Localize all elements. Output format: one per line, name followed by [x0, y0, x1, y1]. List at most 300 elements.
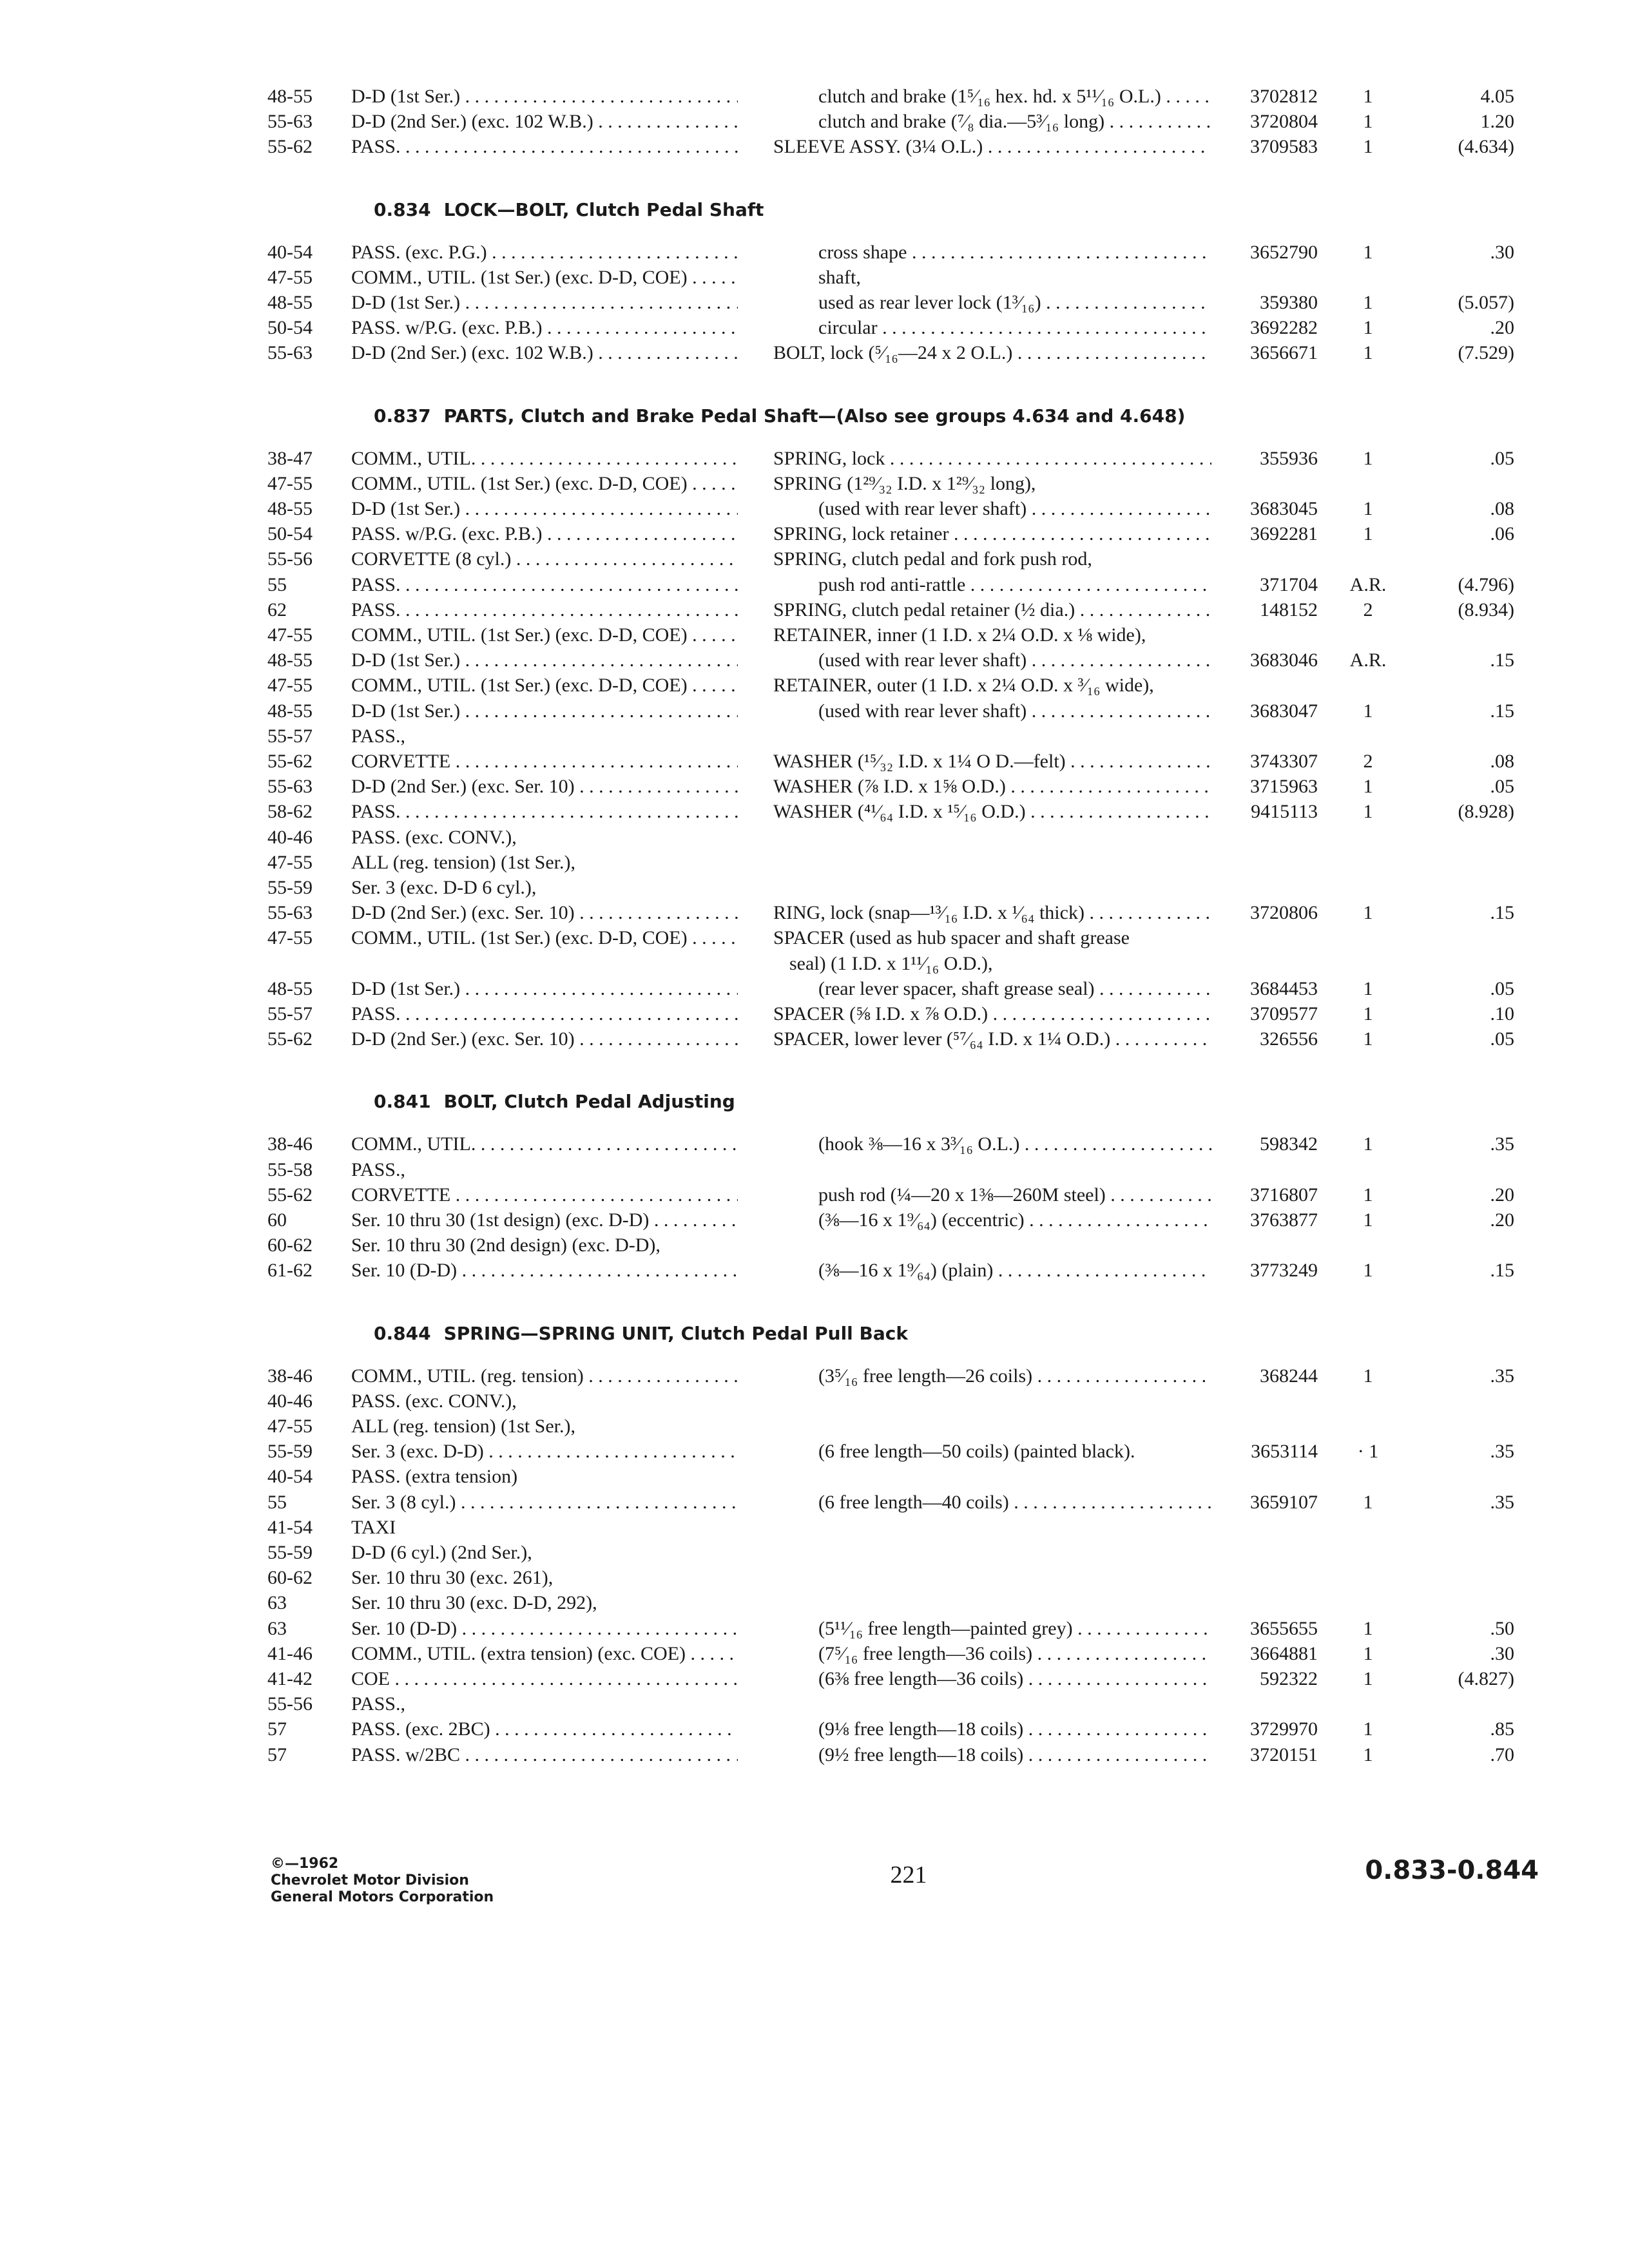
part-description: BOLT, lock (⁵⁄₁₆—24 x 2 O.L.) . . . — [773, 340, 1211, 366]
quantity: 1 — [1363, 1209, 1373, 1231]
year-range: 61-62 — [267, 1260, 313, 1281]
parts-row — [0, 774, 1629, 800]
part-number: 3763877 — [1250, 1209, 1318, 1231]
section-heading — [374, 197, 776, 223]
quantity: 1 — [1363, 1260, 1373, 1281]
year-range: 38-46 — [267, 1133, 313, 1155]
price-or-reference: .08 — [1490, 498, 1514, 519]
price-or-reference: (8.934) — [1458, 599, 1514, 620]
part-number: 355936 — [1260, 448, 1318, 469]
year-range: 55-63 — [267, 776, 313, 797]
year-range: 38-46 — [267, 1365, 313, 1387]
quantity: 1 — [1363, 136, 1373, 157]
model-applicability: Ser. 10 thru 30 (exc. D-D, 292), — [351, 1592, 597, 1613]
part-number: 326556 — [1260, 1028, 1318, 1050]
part-number: 9415113 — [1251, 801, 1318, 822]
price-or-reference: 4.05 — [1480, 86, 1514, 107]
division-line: Chevrolet Motor Division — [271, 1872, 469, 1888]
year-range: 55-57 — [267, 726, 313, 747]
model-applicability: CORVETTE . . . — [351, 1182, 738, 1208]
year-range: 41-54 — [267, 1517, 313, 1538]
price-or-reference: .35 — [1490, 1441, 1514, 1462]
parts-row — [0, 290, 1629, 316]
part-number: 3743307 — [1250, 751, 1318, 772]
group-number: 0.844 — [374, 1322, 431, 1344]
model-applicability: D-D (2nd Ser.) (exc. Ser. 10) . . . — [351, 1026, 738, 1052]
quantity: 1 — [1363, 86, 1373, 107]
part-description: shaft, — [818, 267, 861, 288]
price-or-reference: .85 — [1490, 1718, 1514, 1740]
price-or-reference: .50 — [1490, 1618, 1514, 1639]
year-range: 63 — [267, 1592, 287, 1613]
model-applicability: PASS. . . . — [351, 134, 738, 160]
parts-row — [0, 1001, 1629, 1027]
parts-row — [0, 1389, 1629, 1414]
model-applicability: PASS. (extra tension) — [351, 1466, 518, 1487]
part-description: (7⁵⁄₁₆ free length—36 coils) . . . — [818, 1641, 1211, 1667]
parts-row — [0, 1490, 1629, 1515]
part-description: WASHER (¹⁵⁄₃₂ I.D. x 1¼ O D.—felt) . . . — [773, 749, 1211, 774]
quantity: 1 — [1363, 1003, 1373, 1024]
part-description: SPRING, lock retainer . . . — [773, 521, 1211, 547]
parts-row — [0, 1590, 1629, 1616]
price-or-reference: .05 — [1490, 448, 1514, 469]
part-description: (used with rear lever shaft) . . . — [818, 698, 1211, 724]
part-number: 3652790 — [1250, 242, 1318, 263]
year-range: 47-55 — [267, 267, 313, 288]
part-description: push rod anti-rattle . . . — [818, 572, 1211, 598]
year-range: 47-55 — [267, 927, 313, 948]
copyright-block — [271, 1856, 494, 1906]
price-or-reference: (8.928) — [1458, 801, 1514, 822]
model-applicability: CORVETTE . . . — [351, 749, 738, 774]
parts-row — [0, 1641, 1629, 1667]
part-description: push rod (¼—20 x 1⅜—260M steel) . . . — [818, 1182, 1211, 1208]
year-range: 50-54 — [267, 317, 313, 338]
year-range: 60-62 — [267, 1567, 313, 1588]
model-applicability: PASS. w/P.G. (exc. P.B.) . . . — [351, 521, 738, 547]
part-description: (hook ⅜—16 x 3³⁄₁₆ O.L.) . . . — [818, 1131, 1211, 1157]
copyright-line: ©—1962 — [271, 1856, 339, 1872]
parts-row — [0, 1464, 1629, 1490]
year-range: 55-59 — [267, 1441, 313, 1462]
model-applicability: Ser. 3 (exc. D-D 6 cyl.), — [351, 877, 537, 898]
parts-row — [0, 1616, 1629, 1642]
parts-row — [0, 521, 1629, 547]
model-applicability: COMM., UTIL. . . . — [351, 1131, 738, 1157]
year-range: 60 — [267, 1209, 287, 1231]
year-range: 55-58 — [267, 1159, 313, 1180]
year-range: 40-46 — [267, 827, 313, 848]
part-description: SPACER (used as hub spacer and shaft grease — [773, 927, 1130, 948]
parts-row — [0, 673, 1629, 698]
part-number: 3773249 — [1250, 1260, 1318, 1281]
parts-row — [0, 850, 1629, 876]
parts-row — [0, 622, 1629, 648]
part-number: 592322 — [1260, 1668, 1318, 1689]
model-applicability: D-D (2nd Ser.) (exc. 102 W.B.) . . . — [351, 340, 738, 366]
model-applicability: CORVETTE (8 cyl.) . . . — [351, 546, 738, 572]
model-applicability: ALL (reg. tension) (1st Ser.), — [351, 852, 575, 873]
part-number: 3709583 — [1250, 136, 1318, 157]
model-applicability: COMM., UTIL. (1st Ser.) (exc. D-D, COE) . . . — [351, 925, 738, 951]
year-range: 48-55 — [267, 292, 313, 313]
corporation-line: General Motors Corporation — [271, 1889, 494, 1905]
year-range: 55-63 — [267, 342, 313, 363]
year-range: 62 — [267, 599, 287, 620]
quantity: 1 — [1363, 448, 1373, 469]
parts-row — [0, 1157, 1629, 1183]
quantity: 1 — [1363, 978, 1373, 999]
quantity: 1 — [1363, 700, 1373, 722]
year-range: 38-47 — [267, 448, 313, 469]
parts-row — [0, 546, 1629, 572]
model-applicability: Ser. 10 (D-D) . . . — [351, 1616, 738, 1642]
section-heading — [374, 1321, 921, 1347]
price-or-reference: .06 — [1490, 523, 1514, 544]
part-description: clutch and brake (⁷⁄₈ dia.—5³⁄₁₆ long) . . . — [818, 109, 1211, 135]
parts-row — [0, 875, 1629, 901]
price-or-reference: (4.827) — [1458, 1668, 1514, 1689]
part-number: 3709577 — [1250, 1003, 1318, 1024]
parts-row — [0, 1540, 1629, 1566]
year-range: 55-62 — [267, 136, 313, 157]
part-description: used as rear lever lock (1³⁄₁₆) . . . — [818, 290, 1211, 316]
year-range: 41-42 — [267, 1668, 313, 1689]
part-number: 3702812 — [1250, 86, 1318, 107]
parts-row — [0, 1182, 1629, 1208]
parts-row — [0, 1691, 1629, 1717]
part-number: 3720151 — [1250, 1744, 1318, 1765]
model-applicability: D-D (2nd Ser.) (exc. 102 W.B.) . . . — [351, 109, 738, 135]
part-description: (9⅛ free length—18 coils) . . . — [818, 1716, 1211, 1742]
quantity: 1 — [1363, 776, 1373, 797]
year-range: 47-55 — [267, 852, 313, 873]
part-description: (3⁵⁄₁₆ free length—26 coils) . . . — [818, 1363, 1211, 1389]
quantity: 1 — [1363, 1618, 1373, 1639]
part-description: (rear lever spacer, shaft grease seal) . . . — [818, 976, 1211, 1002]
model-applicability: Ser. 3 (exc. D-D) . . . — [351, 1439, 738, 1465]
parts-row — [0, 648, 1629, 673]
part-description: SPACER, lower lever (⁵⁷⁄₆₄ I.D. x 1¼ O.D.) . . . — [773, 1026, 1211, 1052]
model-applicability: COE . . . — [351, 1666, 738, 1692]
parts-row — [0, 976, 1629, 1002]
model-applicability: COMM., UTIL. (reg. tension) . . . — [351, 1363, 738, 1389]
year-range: 48-55 — [267, 498, 313, 519]
part-number: 3715963 — [1250, 776, 1318, 797]
part-number: 148152 — [1260, 599, 1318, 620]
year-range: 55-63 — [267, 111, 313, 132]
year-range: 55 — [267, 574, 287, 595]
price-or-reference: .20 — [1490, 317, 1514, 338]
year-range: 41-46 — [267, 1643, 313, 1664]
part-description: SPRING, lock . . . — [773, 446, 1211, 472]
section-heading — [374, 1089, 748, 1115]
year-range: 55 — [267, 1492, 287, 1513]
parts-row — [0, 265, 1629, 291]
price-or-reference: .08 — [1490, 751, 1514, 772]
model-applicability: COMM., UTIL. (1st Ser.) (exc. D-D, COE) . . . — [351, 265, 738, 291]
parts-row — [0, 951, 1629, 977]
part-description: SPACER (⅝ I.D. x ⅞ O.D.) . . . — [773, 1001, 1211, 1027]
model-applicability: COMM., UTIL. (1st Ser.) (exc. D-D, COE) . . . — [351, 622, 738, 648]
price-or-reference: .10 — [1490, 1003, 1514, 1024]
quantity: 1 — [1363, 1028, 1373, 1050]
part-number: 3692282 — [1250, 317, 1318, 338]
model-applicability: PASS. (exc. CONV.), — [351, 827, 517, 848]
model-applicability: PASS., — [351, 1159, 405, 1180]
parts-row — [0, 724, 1629, 749]
quantity: 1 — [1363, 801, 1373, 822]
price-or-reference: .35 — [1490, 1365, 1514, 1387]
part-number: 359380 — [1260, 292, 1318, 313]
model-applicability: Ser. 10 (D-D) . . . — [351, 1258, 738, 1283]
part-description: (5¹¹⁄₁₆ free length—painted grey) . . . — [818, 1616, 1211, 1642]
price-or-reference: .30 — [1490, 1643, 1514, 1664]
model-applicability: PASS. w/2BC . . . — [351, 1742, 738, 1768]
year-range: 60-62 — [267, 1235, 313, 1256]
quantity: 1 — [1363, 902, 1373, 923]
model-applicability: PASS. (exc. P.G.) . . . — [351, 240, 738, 265]
part-description: (6 free length—50 coils) (painted black). — [818, 1441, 1135, 1462]
model-applicability: D-D (1st Ser.) . . . — [351, 976, 738, 1002]
part-description: (⅜—16 x 1⁹⁄₆₄) (plain) . . . — [818, 1258, 1211, 1283]
quantity: 1 — [1363, 1133, 1373, 1155]
section-heading — [374, 403, 1198, 429]
group-number: 0.837 — [374, 405, 431, 427]
part-number: 3684453 — [1250, 978, 1318, 999]
model-applicability: PASS. . . . — [351, 597, 738, 623]
part-description: seal) (1 I.D. x 1¹¹⁄₁₆ O.D.), — [789, 953, 993, 974]
price-or-reference: .20 — [1490, 1184, 1514, 1206]
year-range: 55-63 — [267, 902, 313, 923]
page-number: 221 — [890, 1861, 927, 1888]
model-applicability: D-D (2nd Ser.) (exc. Ser. 10) . . . — [351, 774, 738, 800]
year-range: 50-54 — [267, 523, 313, 544]
parts-row — [0, 1258, 1629, 1283]
model-applicability: PASS. (exc. 2BC) . . . — [351, 1716, 738, 1742]
part-number: 3655655 — [1250, 1618, 1318, 1639]
model-applicability: PASS. . . . — [351, 1001, 738, 1027]
parts-row — [0, 749, 1629, 774]
quantity: · 1 — [1357, 1441, 1379, 1462]
year-range: 55-62 — [267, 751, 313, 772]
part-number: 598342 — [1260, 1133, 1318, 1155]
parts-row — [0, 1666, 1629, 1692]
parts-row — [0, 1363, 1629, 1389]
parts-row — [0, 597, 1629, 623]
group-title: PARTS, Clutch and Brake Pedal Shaft—(Also see groups 4.634 and 4.648) — [443, 405, 1186, 427]
model-applicability: D-D (1st Ser.) . . . — [351, 84, 738, 110]
model-applicability: PASS., — [351, 1693, 405, 1715]
year-range: 57 — [267, 1718, 287, 1740]
model-applicability: D-D (1st Ser.) . . . — [351, 698, 738, 724]
part-number: 371704 — [1260, 574, 1318, 595]
parts-row — [0, 1515, 1629, 1541]
group-title: SPRING—SPRING UNIT, Clutch Pedal Pull Back — [443, 1322, 908, 1344]
quantity: 1 — [1363, 1492, 1373, 1513]
part-description: circular . . . — [818, 315, 1211, 341]
year-range: 63 — [267, 1618, 287, 1639]
part-description: RETAINER, inner (1 I.D. x 2¼ O.D. x ⅛ wide), — [773, 624, 1146, 646]
price-or-reference: .15 — [1490, 902, 1514, 923]
model-applicability: D-D (1st Ser.) . . . — [351, 496, 738, 522]
part-number: 3720804 — [1250, 111, 1318, 132]
part-number: 3683047 — [1250, 700, 1318, 722]
part-number: 3659107 — [1250, 1492, 1318, 1513]
parts-row — [0, 698, 1629, 724]
quantity: 1 — [1363, 1668, 1373, 1689]
quantity: 2 — [1363, 599, 1373, 620]
price-or-reference: .05 — [1490, 978, 1514, 999]
model-applicability: D-D (2nd Ser.) (exc. Ser. 10) . . . — [351, 900, 738, 926]
model-applicability: COMM., UTIL. (1st Ser.) (exc. D-D, COE) . . . — [351, 673, 738, 698]
price-or-reference: .20 — [1490, 1209, 1514, 1231]
year-range: 48-55 — [267, 649, 313, 671]
part-number: 3692281 — [1250, 523, 1318, 544]
model-applicability: Ser. 10 thru 30 (exc. 261), — [351, 1567, 554, 1588]
part-description: SPRING, clutch pedal and fork push rod, — [773, 548, 1092, 570]
year-range: 47-55 — [267, 473, 313, 494]
year-range: 47-55 — [267, 624, 313, 646]
quantity: 1 — [1363, 111, 1373, 132]
parts-row — [0, 315, 1629, 341]
year-range: 40-54 — [267, 1466, 313, 1487]
price-or-reference: .35 — [1490, 1133, 1514, 1155]
quantity: A.R. — [1349, 649, 1387, 671]
year-range: 55-62 — [267, 1184, 313, 1206]
parts-row — [0, 1565, 1629, 1591]
parts-row — [0, 1131, 1629, 1157]
price-or-reference: (5.057) — [1458, 292, 1514, 313]
model-applicability: ALL (reg. tension) (1st Ser.), — [351, 1416, 575, 1437]
group-title: BOLT, Clutch Pedal Adjusting — [443, 1091, 735, 1113]
price-or-reference: 1.20 — [1480, 111, 1514, 132]
parts-row — [0, 1026, 1629, 1052]
model-applicability: Ser. 10 thru 30 (2nd design) (exc. D-D), — [351, 1235, 660, 1256]
part-description: WASHER (⅞ I.D. x 1⅝ O.D.) . . . — [773, 774, 1211, 800]
model-applicability: D-D (6 cyl.) (2nd Ser.), — [351, 1542, 532, 1563]
quantity: 1 — [1363, 242, 1373, 263]
parts-row — [0, 900, 1629, 926]
parts-row — [0, 799, 1629, 825]
price-or-reference: (7.529) — [1458, 342, 1514, 363]
year-range: 55-56 — [267, 548, 313, 570]
year-range: 55-62 — [267, 1028, 313, 1050]
price-or-reference: .05 — [1490, 776, 1514, 797]
quantity: 1 — [1363, 1365, 1373, 1387]
part-description: (9½ free length—18 coils) . . . — [818, 1742, 1211, 1768]
group-range: 0.833-0.844 — [1365, 1856, 1539, 1885]
price-or-reference: .35 — [1490, 1492, 1514, 1513]
price-or-reference: .15 — [1490, 700, 1514, 722]
model-applicability: Ser. 10 thru 30 (1st design) (exc. D-D) . . . — [351, 1207, 738, 1233]
part-description: SLEEVE ASSY. (3¼ O.L.) . . . — [773, 134, 1211, 160]
group-number: 0.841 — [374, 1091, 431, 1113]
parts-row — [0, 825, 1629, 850]
model-applicability: Ser. 3 (8 cyl.) . . . — [351, 1490, 738, 1515]
quantity: 1 — [1363, 1744, 1373, 1765]
part-number: 3683045 — [1250, 498, 1318, 519]
quantity: A.R. — [1349, 574, 1387, 595]
part-number: 3729970 — [1250, 1718, 1318, 1740]
part-description: RING, lock (snap—¹³⁄₁₆ I.D. x ¹⁄₆₄ thick) . . . — [773, 900, 1211, 926]
year-range: 48-55 — [267, 86, 313, 107]
model-applicability: PASS. . . . — [351, 799, 738, 825]
part-description: (6⅜ free length—36 coils) . . . — [818, 1666, 1211, 1692]
year-range: 58-62 — [267, 801, 313, 822]
parts-row — [0, 496, 1629, 522]
part-description: cross shape . . . — [818, 240, 1211, 265]
model-applicability: PASS. w/P.G. (exc. P.B.) . . . — [351, 315, 738, 341]
quantity: 1 — [1363, 1718, 1373, 1740]
part-number: 3716807 — [1250, 1184, 1318, 1206]
year-range: 40-46 — [267, 1390, 313, 1412]
quantity: 1 — [1363, 523, 1373, 544]
part-description: SPRING (1²⁹⁄₃₂ I.D. x 1²⁹⁄₃₂ long), — [773, 473, 1036, 494]
parts-row — [0, 1742, 1629, 1768]
model-applicability: COMM., UTIL. . . . — [351, 446, 738, 472]
quantity: 1 — [1363, 317, 1373, 338]
price-or-reference: .15 — [1490, 1260, 1514, 1281]
quantity: 2 — [1363, 751, 1373, 772]
group-title: LOCK—BOLT, Clutch Pedal Shaft — [443, 198, 764, 220]
price-or-reference: .70 — [1490, 1744, 1514, 1765]
part-number: 3720806 — [1250, 902, 1318, 923]
quantity: 1 — [1363, 498, 1373, 519]
parts-row — [0, 109, 1629, 135]
year-range: 57 — [267, 1744, 287, 1765]
part-description: WASHER (⁴¹⁄₆₄ I.D. x ¹⁵⁄₁₆ O.D.) . . . — [773, 799, 1211, 825]
parts-row — [0, 1414, 1629, 1439]
model-applicability: PASS. . . . — [351, 572, 738, 598]
quantity: 1 — [1363, 1184, 1373, 1206]
part-number: 368244 — [1260, 1365, 1318, 1387]
part-description: clutch and brake (1⁵⁄₁₆ hex. hd. x 5¹¹⁄₁₆ O.L.) . . . — [818, 84, 1211, 110]
parts-row — [0, 446, 1629, 472]
model-applicability: COMM., UTIL. (1st Ser.) (exc. D-D, COE) . . . — [351, 471, 738, 497]
year-range: 48-55 — [267, 700, 313, 722]
price-or-reference: (4.634) — [1458, 136, 1514, 157]
price-or-reference: .30 — [1490, 242, 1514, 263]
part-description: (⅜—16 x 1⁹⁄₆₄) (eccentric) . . . — [818, 1207, 1211, 1233]
year-range: 47-55 — [267, 675, 313, 696]
parts-row — [0, 1716, 1629, 1742]
model-applicability: D-D (1st Ser.) . . . — [351, 648, 738, 673]
year-range: 40-54 — [267, 242, 313, 263]
parts-row — [0, 925, 1629, 951]
model-applicability: PASS. (exc. CONV.), — [351, 1390, 517, 1412]
part-number: 3656671 — [1250, 342, 1318, 363]
quantity: 1 — [1363, 342, 1373, 363]
quantity: 1 — [1363, 292, 1373, 313]
parts-row — [0, 84, 1629, 110]
price-or-reference: .15 — [1490, 649, 1514, 671]
price-or-reference: .05 — [1490, 1028, 1514, 1050]
year-range: 55-57 — [267, 1003, 313, 1024]
parts-row — [0, 1207, 1629, 1233]
part-description: (used with rear lever shaft) . . . — [818, 648, 1211, 673]
parts-row — [0, 471, 1629, 497]
parts-row — [0, 240, 1629, 265]
parts-row — [0, 1233, 1629, 1258]
parts-row — [0, 134, 1629, 160]
part-number: 3683046 — [1250, 649, 1318, 671]
parts-row — [0, 572, 1629, 598]
parts-row — [0, 1439, 1629, 1465]
part-number: 3664881 — [1250, 1643, 1318, 1664]
part-description: RETAINER, outer (1 I.D. x 2¼ O.D. x ³⁄₁₆ wide), — [773, 675, 1154, 696]
